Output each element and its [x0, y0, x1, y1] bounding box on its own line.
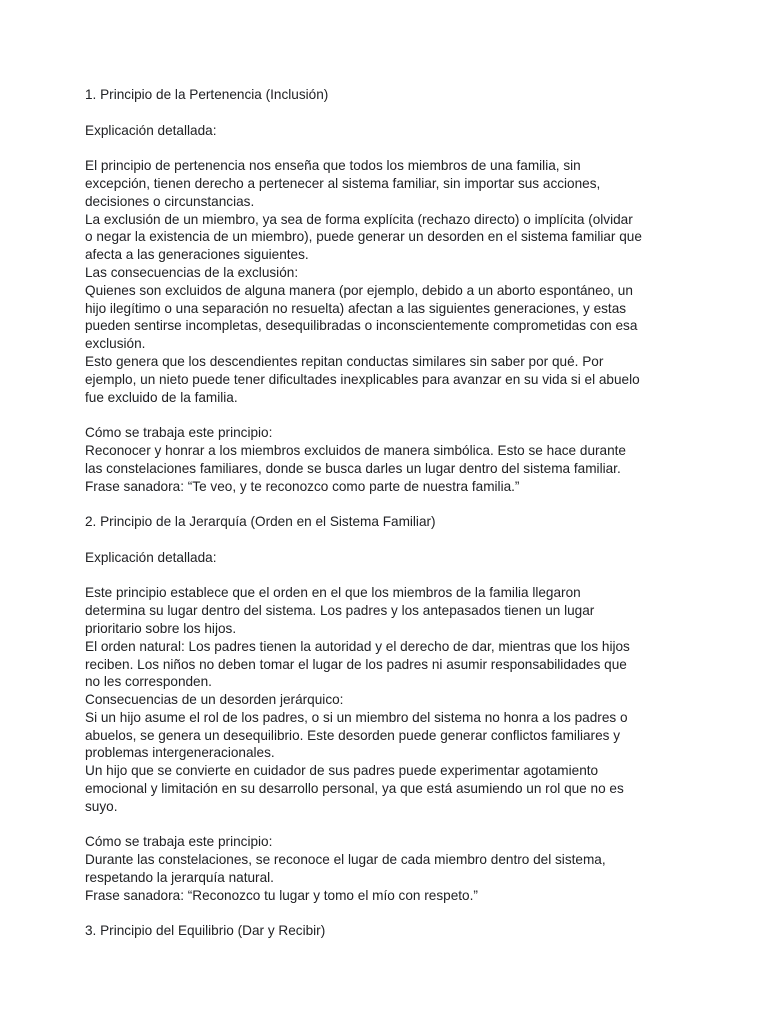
text-line: decisiones o circunstancias.: [85, 193, 255, 209]
blank-line: [85, 531, 645, 549]
text-line: abuelos, se genera un desequilibrio. Este desorden puede generar conflictos familiares y: [85, 727, 621, 743]
text-line: excepción, tienen derecho a pertenecer al sistema familiar, sin importar sus acciones,: [85, 175, 601, 191]
text-line: fue excluido de la familia.: [85, 389, 238, 405]
text-line: Esto genera que los descendientes repitan conductas similares sin saber por qué. Por: [85, 353, 604, 369]
text-line: El principio de pertenencia nos enseña que todos los miembros de una familia, sin: [85, 158, 581, 174]
document-page: [85, 86, 645, 940]
text-line: no les corresponden.: [85, 674, 212, 690]
blank-line: [85, 905, 645, 923]
text-line: Frase sanadora: “Reconozco tu lugar y tomo el mío con respeto.”: [85, 887, 478, 903]
blank-line: [85, 495, 645, 513]
blank-line: [85, 406, 645, 424]
text-line: Cómo se trabaja este principio:: [85, 834, 273, 850]
text-line: o negar la existencia de un miembro), puede generar un desorden en el sistema familiar que: [85, 229, 642, 245]
text-line: El orden natural: Los padres tienen la autoridad y el derecho de dar, mientras que los hijos: [85, 638, 630, 654]
text-line: ejemplo, un nieto puede tener dificultades inexplicables para avanzar en su vida si el abuelo: [85, 371, 640, 387]
text-line: reciben. Los niños no deben tomar el lugar de los padres ni asumir responsabilidades que: [85, 656, 627, 672]
text-line: emocional y limitación en su desarrollo personal, ya que está asumiendo un rol que no es: [85, 781, 624, 797]
text-line: Frase sanadora: “Te veo, y te reconozco como parte de nuestra familia.”: [85, 478, 520, 494]
text-line: Quienes son excluidos de alguna manera (por ejemplo, debido a un aborto espontáneo, un: [85, 282, 633, 298]
text-line: 3. Principio del Equilibrio (Dar y Recibir): [85, 923, 326, 939]
text-line: prioritario sobre los hijos.: [85, 620, 237, 636]
text-line: 1. Principio de la Pertenencia (Inclusión): [85, 87, 329, 102]
text-line: hijo ilegítimo o una separación no resuelta) afectan a las siguientes generaciones, y estas: [85, 300, 627, 316]
text-line: Si un hijo asume el rol de los padres, o si un miembro del sistema no honra a los padres o: [85, 709, 628, 725]
text-line: las constelaciones familiares, donde se busca darles un lugar dentro del sistema familiar.: [85, 460, 621, 476]
text-line: Durante las constelaciones, se reconoce el lugar de cada miembro dentro del sistema,: [85, 852, 606, 868]
text-line: Reconocer y honrar a los miembros excluidos de manera simbólica. Esto se hace durante: [85, 442, 626, 458]
text-line: determina su lugar dentro del sistema. Los padres y los antepasados tienen un lugar: [85, 603, 595, 619]
text-line: respetando la jerarquía natural.: [85, 870, 274, 886]
text-line: Este principio establece que el orden en el que los miembros de la familia llegaron: [85, 585, 581, 601]
blank-line: [85, 567, 645, 585]
text-line: exclusión.: [85, 336, 146, 352]
blank-line: [85, 816, 645, 834]
text-line: Las consecuencias de la exclusión:: [85, 264, 299, 280]
text-line: pueden sentirse incompletas, desequilibradas o inconscientemente comprometidas con esa: [85, 318, 638, 334]
text-line: afecta a las generaciones siguientes.: [85, 247, 309, 263]
text-line: Consecuencias de un desorden jerárquico:: [85, 692, 344, 708]
text-line: La exclusión de un miembro, ya sea de forma explícita (rechazo directo) o implícita (olvidar: [85, 211, 633, 227]
blank-line: [85, 139, 645, 157]
text-line: Un hijo que se convierte en cuidador de sus padres puede experimentar agotamiento: [85, 763, 599, 779]
text-line: suyo.: [85, 798, 118, 814]
blank-line: [85, 104, 645, 122]
text-line: Explicación detallada:: [85, 122, 217, 138]
text-line: 2. Principio de la Jerarquía (Orden en el Sistema Familiar): [85, 514, 436, 530]
text-line: problemas intergeneracionales.: [85, 745, 275, 761]
text-line: Explicación detallada:: [85, 549, 217, 565]
text-line: Cómo se trabaja este principio:: [85, 425, 273, 441]
